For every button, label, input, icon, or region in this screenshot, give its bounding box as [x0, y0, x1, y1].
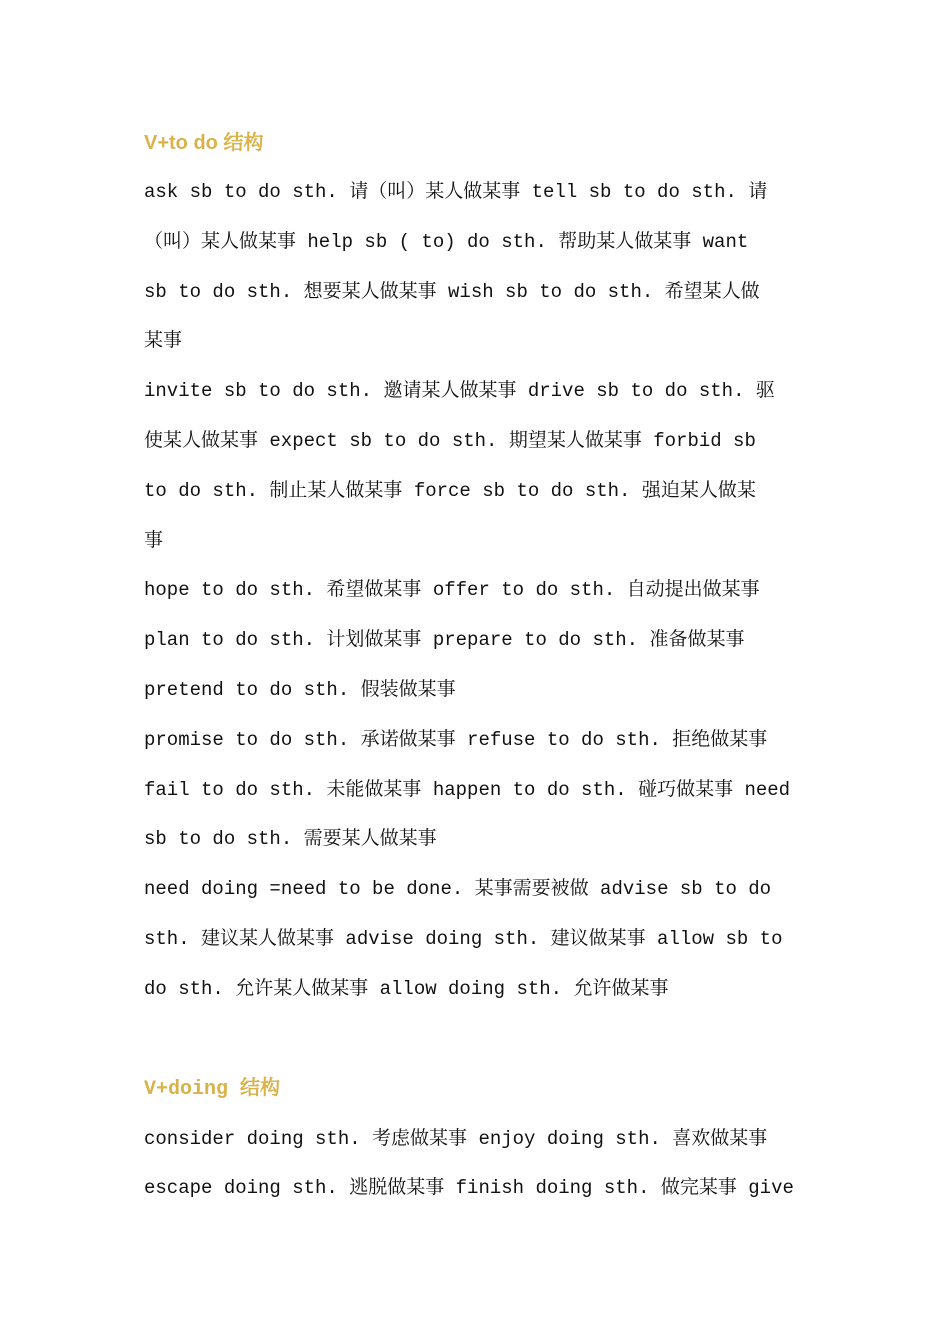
text-line: 使某人做某事 expect sb to do sth. 期望某人做某事 forbid sb	[144, 429, 756, 452]
text-line: hope to do sth. 希望做某事 offer to do sth. 自动提出做某事	[144, 579, 760, 602]
text-line: sb to do sth. 想要某人做某事 wish sb to do sth. 希望某人做	[144, 280, 760, 303]
text-line: do sth. 允许某人做某事 allow doing sth. 允许做某事	[144, 977, 669, 1000]
text-line: （叫）某人做某事 help sb ( to) do sth. 帮助某人做某事 want	[144, 230, 749, 253]
text-line: promise to do sth. 承诺做某事 refuse to do sth. 拒绝做某事	[144, 728, 768, 751]
text-line: 某事	[144, 330, 183, 353]
section-gap	[144, 1015, 806, 1065]
text-line: sth. 建议某人做某事 advise doing sth. 建议做某事 allow sb to	[144, 927, 783, 950]
section-heading-to-do: V+to do 结构	[144, 132, 264, 154]
text-line: escape doing sth. 逃脱做某事 finish doing sth. 做完某事 give	[144, 1177, 794, 1200]
text-line: invite sb to do sth. 邀请某人做某事 drive sb to do sth. 驱	[144, 380, 775, 403]
text-line: consider doing sth. 考虑做某事 enjoy doing sth. 喜欢做某事	[144, 1127, 768, 1150]
document-page	[144, 118, 806, 1214]
text-line: plan to do sth. 计划做某事 prepare to do sth. 准备做某事	[144, 629, 745, 652]
text-line: need doing =need to be done. 某事需要被做 advise sb to do	[144, 878, 772, 901]
text-line: to do sth. 制止某人做某事 force sb to do sth. 强迫某人做某	[144, 479, 756, 502]
text-line: ask sb to do sth. 请（叫）某人做某事 tell sb to do sth. 请	[144, 181, 768, 203]
section-body-doing	[144, 1115, 806, 1215]
section-heading-doing: V+doing 结构	[144, 1077, 281, 1101]
text-line: 事	[144, 529, 164, 552]
text-line: pretend to do sth. 假装做某事	[144, 678, 456, 701]
section-body-to-do	[144, 168, 806, 1015]
text-line: fail to do sth. 未能做某事 happen to do sth. 碰巧做某事 need	[144, 778, 791, 801]
text-line: sb to do sth. 需要某人做某事	[144, 828, 437, 851]
